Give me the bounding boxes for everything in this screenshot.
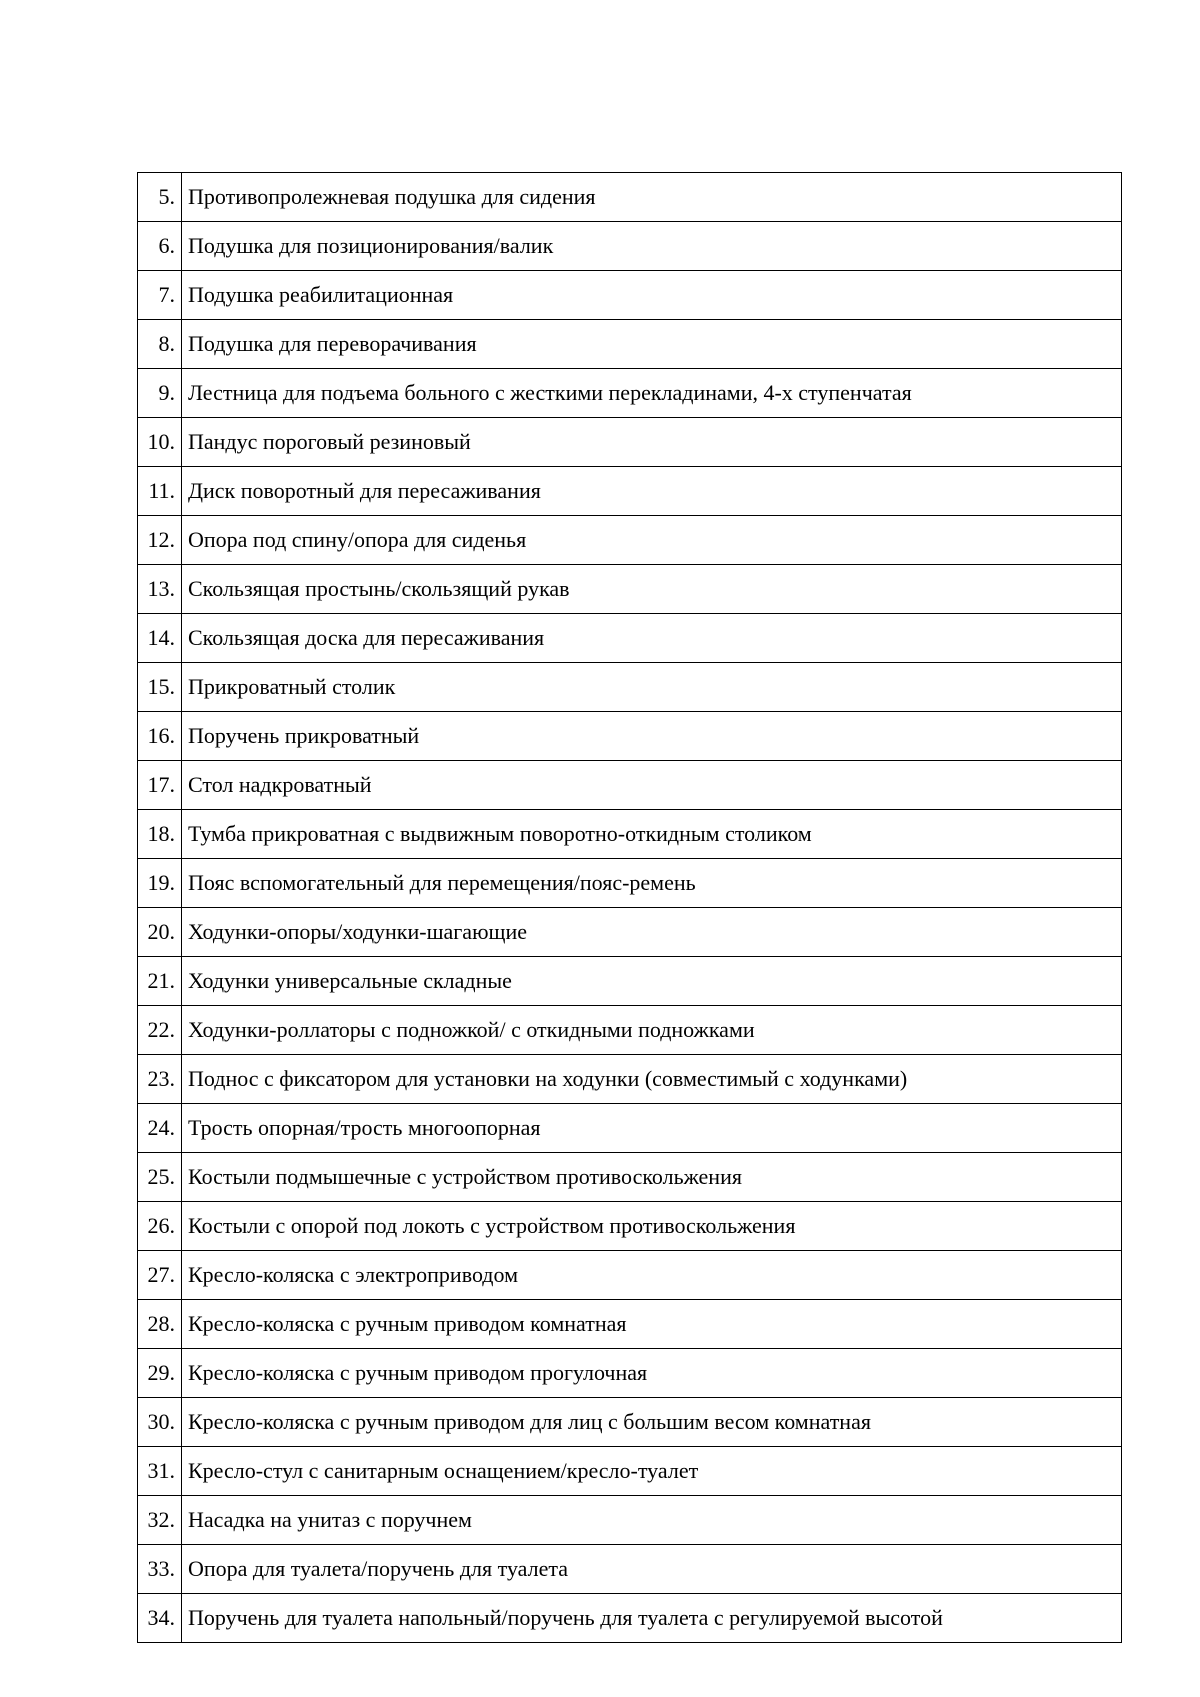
- row-number: 31.: [138, 1447, 182, 1496]
- row-number: 6.: [138, 222, 182, 271]
- table-row: [138, 467, 1122, 516]
- item-name: Подушка для позиционирования/валик: [182, 222, 1122, 271]
- row-number: 9.: [138, 369, 182, 418]
- item-name: Тумба прикроватная с выдвижным поворотно-откидным столиком: [182, 810, 1122, 859]
- table-row: [138, 1398, 1122, 1447]
- row-number: 23.: [138, 1055, 182, 1104]
- table-row: [138, 418, 1122, 467]
- table-row: [138, 1447, 1122, 1496]
- item-name: Костыли с опорой под локоть с устройством противоскольжения: [182, 1202, 1122, 1251]
- row-number: 20.: [138, 908, 182, 957]
- row-number: 10.: [138, 418, 182, 467]
- table-row: [138, 1300, 1122, 1349]
- table-row: [138, 957, 1122, 1006]
- item-name: Кресло-коляска с ручным приводом для лиц с большим весом комнатная: [182, 1398, 1122, 1447]
- item-name: Поручень прикроватный: [182, 712, 1122, 761]
- table-row: [138, 271, 1122, 320]
- item-name: Опора под спину/опора для сиденья: [182, 516, 1122, 565]
- table-row: [138, 761, 1122, 810]
- table-row: [138, 1006, 1122, 1055]
- item-name: Поднос с фиксатором для установки на ходунки (совместимый с ходунками): [182, 1055, 1122, 1104]
- row-number: 28.: [138, 1300, 182, 1349]
- row-number: 21.: [138, 957, 182, 1006]
- table-row: [138, 173, 1122, 222]
- item-name: Подушка для переворачивания: [182, 320, 1122, 369]
- table-row: [138, 516, 1122, 565]
- row-number: 22.: [138, 1006, 182, 1055]
- item-name: Костыли подмышечные с устройством противоскольжения: [182, 1153, 1122, 1202]
- row-number: 7.: [138, 271, 182, 320]
- row-number: 27.: [138, 1251, 182, 1300]
- item-name: Кресло-коляска с ручным приводом комнатная: [182, 1300, 1122, 1349]
- row-number: 19.: [138, 859, 182, 908]
- table-row: [138, 712, 1122, 761]
- item-name: Пандус пороговый резиновый: [182, 418, 1122, 467]
- row-number: 29.: [138, 1349, 182, 1398]
- row-number: 15.: [138, 663, 182, 712]
- table-row: [138, 663, 1122, 712]
- item-name: Насадка на унитаз с поручнем: [182, 1496, 1122, 1545]
- item-name: Кресло-коляска с электроприводом: [182, 1251, 1122, 1300]
- row-number: 34.: [138, 1594, 182, 1643]
- table-row: [138, 1545, 1122, 1594]
- row-number: 12.: [138, 516, 182, 565]
- table-row: [138, 1055, 1122, 1104]
- row-number: 32.: [138, 1496, 182, 1545]
- table-row: [138, 859, 1122, 908]
- table-row: [138, 614, 1122, 663]
- table-row: [138, 1153, 1122, 1202]
- row-number: 30.: [138, 1398, 182, 1447]
- item-name: Скользящая простынь/скользящий рукав: [182, 565, 1122, 614]
- item-name: Ходунки универсальные складные: [182, 957, 1122, 1006]
- item-name: Пояс вспомогательный для перемещения/пояс-ремень: [182, 859, 1122, 908]
- item-name: Поручень для туалета напольный/поручень для туалета с регулируемой высотой: [182, 1594, 1122, 1643]
- row-number: 13.: [138, 565, 182, 614]
- table-row: [138, 1104, 1122, 1153]
- item-name: Трость опорная/трость многоопорная: [182, 1104, 1122, 1153]
- table-row: [138, 810, 1122, 859]
- table-row: [138, 369, 1122, 418]
- item-name: Скользящая доска для пересаживания: [182, 614, 1122, 663]
- row-number: 17.: [138, 761, 182, 810]
- item-name: Стол надкроватный: [182, 761, 1122, 810]
- table-row: [138, 1594, 1122, 1643]
- item-name: Противопролежневая подушка для сидения: [182, 173, 1122, 222]
- row-number: 11.: [138, 467, 182, 516]
- row-number: 24.: [138, 1104, 182, 1153]
- row-number: 5.: [138, 173, 182, 222]
- item-name: Ходунки-роллаторы с подножкой/ с откидными подножками: [182, 1006, 1122, 1055]
- item-name: Прикроватный столик: [182, 663, 1122, 712]
- row-number: 33.: [138, 1545, 182, 1594]
- table-row: [138, 908, 1122, 957]
- table-row: [138, 1349, 1122, 1398]
- item-name: Опора для туалета/поручень для туалета: [182, 1545, 1122, 1594]
- items-table: [137, 172, 1122, 1643]
- row-number: 16.: [138, 712, 182, 761]
- row-number: 14.: [138, 614, 182, 663]
- item-name: Лестница для подъема больного с жесткими перекладинами, 4-х ступенчатая: [182, 369, 1122, 418]
- table-row: [138, 1202, 1122, 1251]
- row-number: 26.: [138, 1202, 182, 1251]
- item-name: Ходунки-опоры/ходунки-шагающие: [182, 908, 1122, 957]
- table-row: [138, 1496, 1122, 1545]
- item-name: Кресло-коляска с ручным приводом прогулочная: [182, 1349, 1122, 1398]
- item-name: Кресло-стул с санитарным оснащением/кресло-туалет: [182, 1447, 1122, 1496]
- items-table-body: [138, 173, 1122, 1643]
- table-row: [138, 320, 1122, 369]
- item-name: Диск поворотный для пересаживания: [182, 467, 1122, 516]
- row-number: 25.: [138, 1153, 182, 1202]
- table-row: [138, 565, 1122, 614]
- row-number: 18.: [138, 810, 182, 859]
- table-row: [138, 1251, 1122, 1300]
- table-row: [138, 222, 1122, 271]
- row-number: 8.: [138, 320, 182, 369]
- item-name: Подушка реабилитационная: [182, 271, 1122, 320]
